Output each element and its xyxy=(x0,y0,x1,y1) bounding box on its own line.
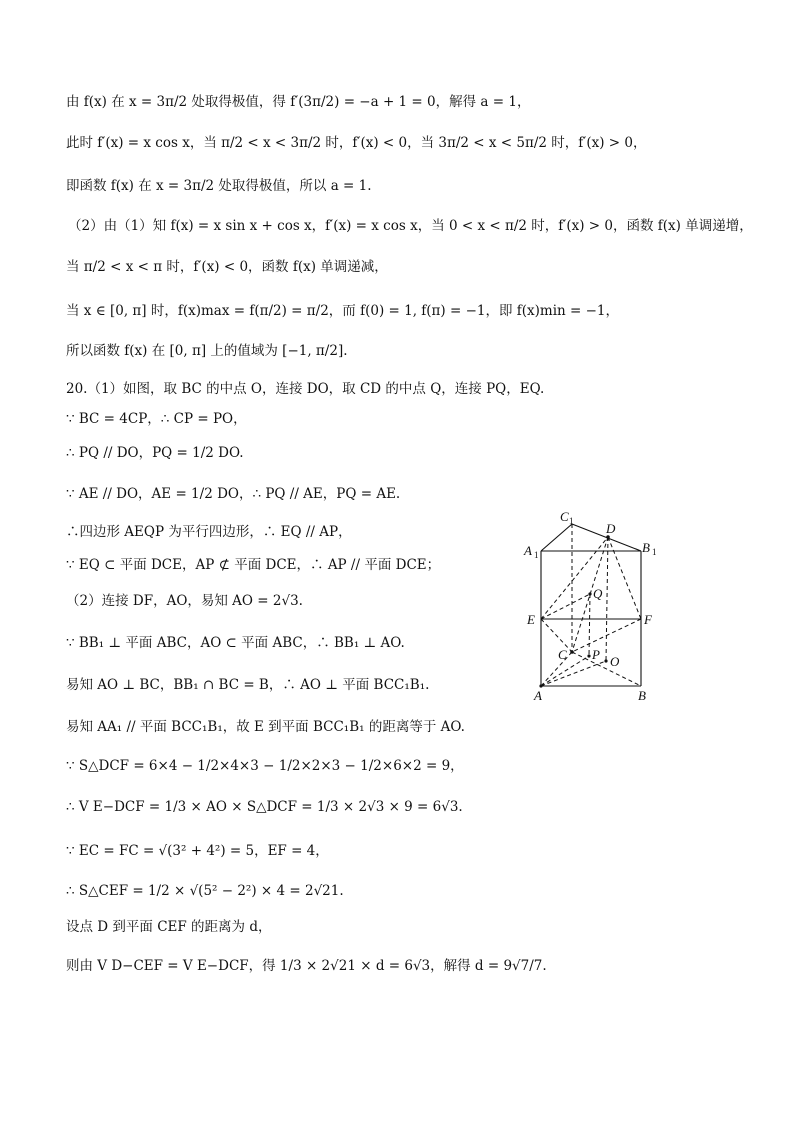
line-a-o xyxy=(541,661,606,686)
text-line: ∴四边形 AEQP 为平行四边形，∴ EQ // AP， xyxy=(66,524,352,540)
line-q-p xyxy=(589,594,590,656)
label-a1: A xyxy=(524,543,532,558)
text-line: ∵ BC = 4CP，∴ CP = PO， xyxy=(66,411,247,427)
text-line: ∵ AE // DO，AE = 1/2 DO，∴ PQ // AE，PQ = AE. xyxy=(66,486,401,502)
text-line: ∴ S△CEF = 1/2 × √(5² − 2²) × 4 = 2√21. xyxy=(66,883,344,899)
label-b: B xyxy=(638,688,646,703)
label-b1-sub: 1 xyxy=(652,547,657,557)
label-a1-sub: 1 xyxy=(534,550,539,560)
text-line: 20.（1）如图，取 BC 的中点 O，连接 DO，取 CD 的中点 Q，连接 PQ，EQ. xyxy=(66,381,545,397)
line-e-q xyxy=(541,594,590,619)
text-line: ∴ PQ // DO，PQ = 1/2 DO. xyxy=(66,445,244,461)
line-d-o xyxy=(606,537,608,661)
text-line: 所以函数 f(x) 在 [0, π] 上的值域为 [−1, π/2]. xyxy=(66,343,348,359)
text-line: 即函数 f(x) 在 x = 3π/2 处取得极值，所以 a = 1. xyxy=(66,178,372,194)
text-line: 当 x ∈ [0, π] 时，f(x)max = f(π/2) = π/2，而 f(0) = 1, f(π) = −1，即 f(x)min = −1， xyxy=(66,303,620,319)
label-d: D xyxy=(606,521,616,536)
text-line: 此时 f′(x) = x cos x，当 π/2 < x < 3π/2 时，f′(x) < 0，当 3π/2 < x < 5π/2 时，f′(x) > 0， xyxy=(66,135,647,151)
label-p: P xyxy=(592,647,600,662)
label-f: F xyxy=(644,612,652,627)
text-line: ∵ EQ ⊂ 平面 DCE，AP ⊄ 平面 DCE，∴ AP // 平面 DCE； xyxy=(66,557,441,573)
label-o: O xyxy=(610,654,620,669)
label-b1: B xyxy=(642,540,650,555)
text-line: 设点 D 到平面 CEF 的距离为 d， xyxy=(66,919,272,935)
text-line: 易知 AO ⊥ BC，BB₁ ∩ BC = B，∴ AO ⊥ 平面 BCC₁B₁. xyxy=(66,677,430,693)
label-a: A xyxy=(534,688,542,703)
text-line: （2）连接 DF，AO，易知 AO = 2√3. xyxy=(66,593,303,609)
label-c1-sub: 1 xyxy=(569,516,574,526)
point-p xyxy=(587,654,590,657)
label-e: E xyxy=(527,612,535,627)
text-line: 易知 AA₁ // 平面 BCC₁B₁，故 E 到平面 BCC₁B₁ 的距离等于 AO. xyxy=(66,719,465,735)
text-line: ∴ V E−DCF = 1/3 × AO × S△DCF = 1/3 × 2√3 × 9 = 6√3. xyxy=(66,799,463,815)
line-e-d xyxy=(541,537,608,619)
label-q: Q xyxy=(593,586,603,601)
point-c xyxy=(570,650,574,654)
prism-figure xyxy=(520,504,670,704)
text-line: 则由 V D−CEF = V E−DCF，得 1/3 × 2√21 × d = 6√3，解得 d = 9√7/7. xyxy=(66,958,547,974)
text-line: 由 f(x) 在 x = 3π/2 处取得极值，得 f′(3π/2) = −a + 1 = 0，解得 a = 1， xyxy=(66,94,531,110)
text-line: （2）由（1）知 f(x) = x sin x + cos x，f′(x) = x cos x，当 0 < x < π/2 时，f′(x) > 0，函数 f(x) 单调递增， xyxy=(68,218,753,234)
label-c1: C xyxy=(560,509,569,524)
point-q xyxy=(588,592,591,595)
text-line: ∵ S△DCF = 6×4 − 1/2×4×3 − 1/2×2×3 − 1/2×6×2 = 9， xyxy=(66,758,464,774)
line-e-c xyxy=(541,619,572,652)
text-line: 当 π/2 < x < π 时，f′(x) < 0，函数 f(x) 单调递减， xyxy=(66,259,388,275)
label-c: C xyxy=(558,647,567,662)
text-line: ∵ BB₁ ⊥ 平面 ABC，AO ⊂ 平面 ABC，∴ BB₁ ⊥ AO. xyxy=(66,635,405,651)
point-o xyxy=(604,659,607,662)
text-line: ∵ EC = FC = √(3² + 4²) = 5，EF = 4， xyxy=(66,843,329,859)
edge-a1-c1 xyxy=(541,524,572,551)
